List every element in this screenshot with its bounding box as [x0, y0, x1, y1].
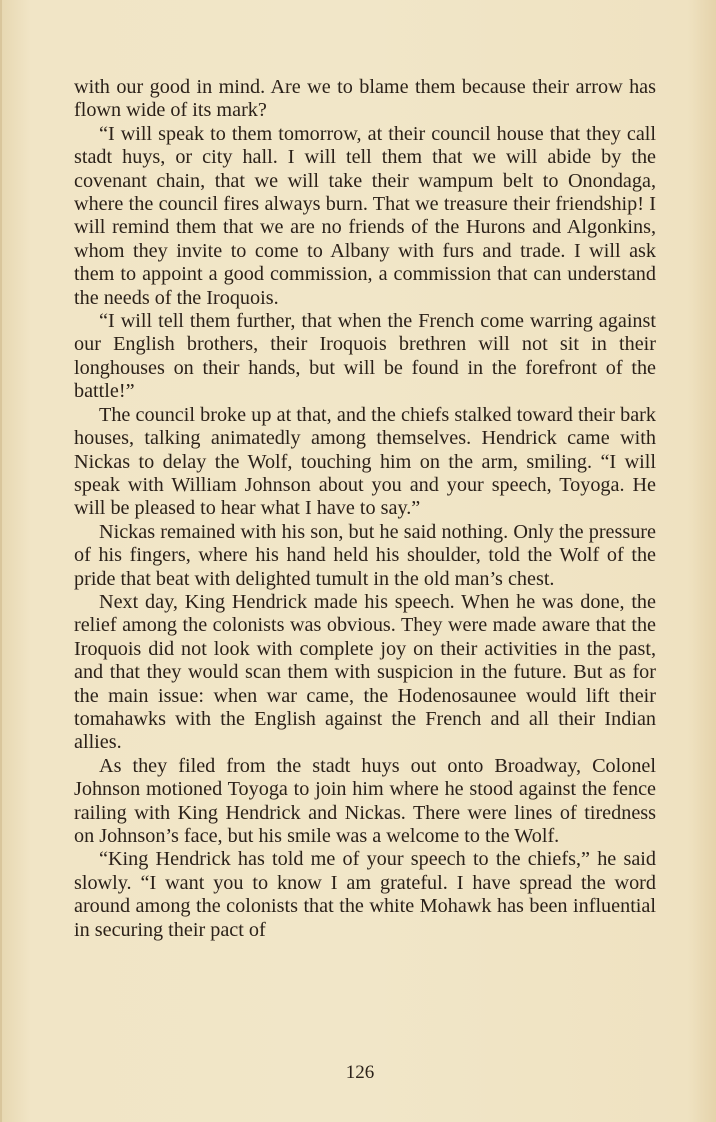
paragraph-1: with our good in mind. Are we to blame them because their arrow has flown wide of its mark?: [74, 76, 656, 122]
paragraph-6: Next day, King Hendrick made his speech. When he was done, the relief among the colonists was obvious. They were made aware that the Iroquois did not look with complete joy on their activities in the past, and that they would scan them with suspicion in the future. But as for the main issue: when war came, the Hodenosaunee would lift their tomahawks with the English against the French and all their Indian allies.: [74, 590, 656, 754]
paragraph-8: “King Hendrick has told me of your speech to the chiefs,” he said slowly. “I want you to know I am grateful. I have spread the word around among the colonists that the white Mohawk has been influential in securing their pact of: [74, 848, 656, 941]
paragraph-7: As they filed from the stadt huys out onto Broadway, Colonel Johnson motioned Toyoga to join him where he stood against the fence railing with King Hendrick and Nickas. There were lines of tiredness on Johnson’s face, but his smile was a welcome to the Wolf.: [74, 754, 656, 847]
paragraph-3: “I will tell them further, that when the French come warring against our English brothers, their Iroquois brethren will not sit in their longhouses on their hands, but will be found in the forefront of the battle!”: [74, 310, 656, 403]
body-text: [74, 76, 656, 942]
paragraph-2: “I will speak to them tomorrow, at their council house that they call stadt huys, or city hall. I will tell them that we will abide by the covenant chain, that we will take their wampum belt to Onondaga, where the council fires always burn. That we treasure their friendship! I will remind them that we are no friends of the Hurons and Algonkins, whom they invite to come to Albany with furs and trade. I will ask them to appoint a good commission, a commission that can understand the needs of the Iroquois.: [74, 122, 656, 309]
paragraph-4: The council broke up at that, and the chiefs stalked toward their bark houses, talking animatedly among themselves. Hendrick came with Nickas to delay the Wolf, touching him on the arm, smiling. “I will speak with William Johnson about you and your speech, Toyoga. He will be pleased to hear what I have to say.”: [74, 403, 656, 520]
page-number: 126: [345, 1062, 375, 1083]
paragraph-5: Nickas remained with his son, but he said nothing. Only the pressure of his fingers, where his hand held his shoulder, told the Wolf of the pride that beat with delighted tumult in the old man’s chest.: [74, 520, 656, 590]
